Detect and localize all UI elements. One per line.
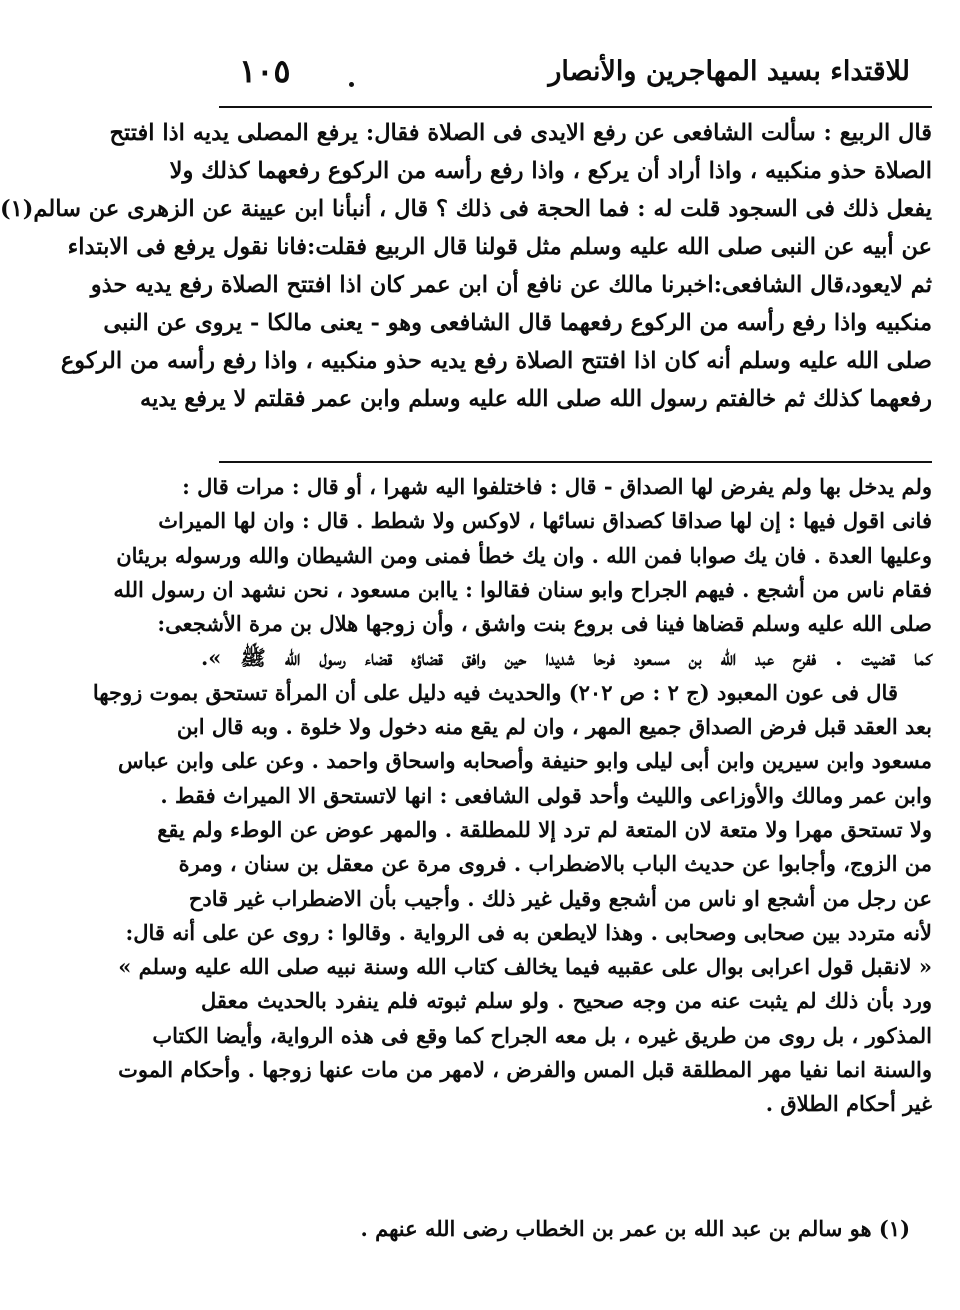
- main-text-line: رفعهما كذلك ثم خالفتم رسول الله صلى الله عليه وسلم وابن عمر فقلتم لا يرفع يديه: [140, 386, 932, 412]
- commentary-line: فانى اقول فيها : إن لها صداقا كصداق نسائها ، لاوكس ولا شطط . قال : وان لها الميراث: [158, 508, 932, 534]
- main-text-line: صلى الله عليه وسلم أنه كان اذا افتتح الصلاة رفع يديه حذو منكبيه ، واذا رفع رأسه من الركوع: [60, 348, 932, 374]
- commentary-line: وابن عمر ومالك والأوزاعى والليث وأحد قولى الشافعى : انها لاتستحق الا الميراث فقط .: [160, 782, 932, 808]
- commentary-line: لأنه متردد بين صحابى وصحابى . وهذا لايطعن به فى الرواية . وقالوا : روى عن على أنه قال:: [125, 919, 932, 945]
- main-text-line: منكبيه واذا رفع رأسه من الركوع رفعهما قال الشافعى وهو - يعنى مالكا - يروى عن النبى: [103, 310, 932, 336]
- commentary-line: عن رجل من أشجع او ناس من أشجع وقيل غير ذلك . وأجيب بأن الاضطراب غير قادح: [188, 885, 932, 911]
- main-text-line: الصلاة حذو منكبيه ، واذا أراد أن يركع ، واذا رفع رأسه من الركوع رفعهما كذلك ولا: [169, 158, 932, 184]
- commentary-line: ولم يدخل بها ولم يفرض لها الصداق - قال : فاختلفوا اليه شهرا ، أو قال : مرات قال :: [182, 474, 932, 499]
- commentary-line: غير أحكام الطلاق .: [765, 1091, 932, 1117]
- main-text: [0, 114, 932, 418]
- section-divider: [219, 461, 932, 463]
- commentary-line: فقام ناس من أشجع . فيهم الجراح وابو سنان فقالوا : ياابن مسعود ، نحن نشهد ان رسول الله: [113, 576, 932, 602]
- commentary-line: المذكور ، بل روى من طريق غيره ، بل معه الجراح كما وقع فى هذه الرواية، وأيضا الكتاب: [152, 1022, 932, 1048]
- commentary-line: والسنة انما نفيا مهر المطلقة قبل المس والفرض ، لامهر من مات عنها زوجها . وأحكام الموت: [118, 1057, 932, 1083]
- main-text-line: ثم لايعود،قال الشافعى:اخبرنا مالك عن نافع أن ابن عمر كان اذا افتتح الصلاة رفع يديه حذو: [90, 272, 932, 298]
- main-text-line: يفعل ذلك فى السجود قلت له : فما الحجة فى ذلك ؟ قال ، أنبأنا ابن عيينة عن الزهرى عن سالم(١): [0, 196, 932, 222]
- footnote: (١) هو سالم بن عبد الله بن عمر بن الخطاب رضى الله عنهم .: [360, 1216, 910, 1241]
- header-rule: [219, 106, 932, 108]
- commentary-line: وعليها العدة . فان يك صوابا فمن الله . وان يك خطأ فمنى ومن الشيطان والله ورسوله بريئان: [116, 542, 932, 568]
- page-header: [209, 52, 920, 96]
- commentary-line: بعد العقد قبل فرض الصداق جميع المهر ، وان لم يقع منه دخول ولا خلوة . وبه قال ابن: [176, 714, 932, 740]
- commentary-line: من الزوج، وأجابوا عن حديث الباب بالاضطراب . فروى مرة عن معقل بن سنان ، ومرة: [178, 851, 932, 877]
- main-text-line: قال الربيع : سألت الشافعى عن رفع الايدى فى الصلاة فقال: يرفع المصلى يديه اذا افتتح: [109, 120, 932, 146]
- commentary-line: كما قضيت . ففرح عبد الله بن مسعود فرحا شديدا حين وافق قضاؤه قضاء رسول الله ﷺ ».: [201, 645, 932, 671]
- running-title: للاقتداء بسيد المهاجرين والأنصار: [548, 56, 910, 87]
- commentary-line: مسعود وابن سيرين وابن أبى ليلى وابو حنيفة وأصحابه واسحاق واحمد . وعن على وابن عباس: [118, 748, 932, 774]
- header-dot: [349, 82, 354, 87]
- commentary-line: ولا تستحق مهرا ولا متعة لان المتعة لم ترد إلا للمطلقة . والمهر عوض عن الوطء ولم يقع: [157, 816, 932, 842]
- commentary-text: [92, 470, 932, 1122]
- main-text-line: عن أبيه عن النبى صلى الله عليه وسلم مثل قولنا قال الربيع فقلت:فانا نقول يرفع فى الابتداء: [67, 234, 932, 260]
- commentary-line: « لانقبل قول اعرابى بوال على عقبيه فيما يخالف كتاب الله وسنة نبيه صلى الله عليه وسلم »: [118, 954, 932, 980]
- commentary-line: ورد بأن ذلك لم يثبت عنه من وجه صحيح . ولو سلم ثبوته فلم ينفرد بالحديث معقل: [201, 988, 932, 1014]
- commentary-line: قال فى عون المعبود (ج ٢ : ص ٢٠٢) والحديث فيه دليل على أن المرأة تستحق بموت زوجها: [92, 679, 898, 705]
- commentary-line: صلى الله عليه وسلم قضاها فينا فى بروع بنت واشق ، وأن زوجها هلال بن مرة الأشجعى:: [157, 611, 932, 637]
- page-number: ١٠٥: [239, 52, 291, 90]
